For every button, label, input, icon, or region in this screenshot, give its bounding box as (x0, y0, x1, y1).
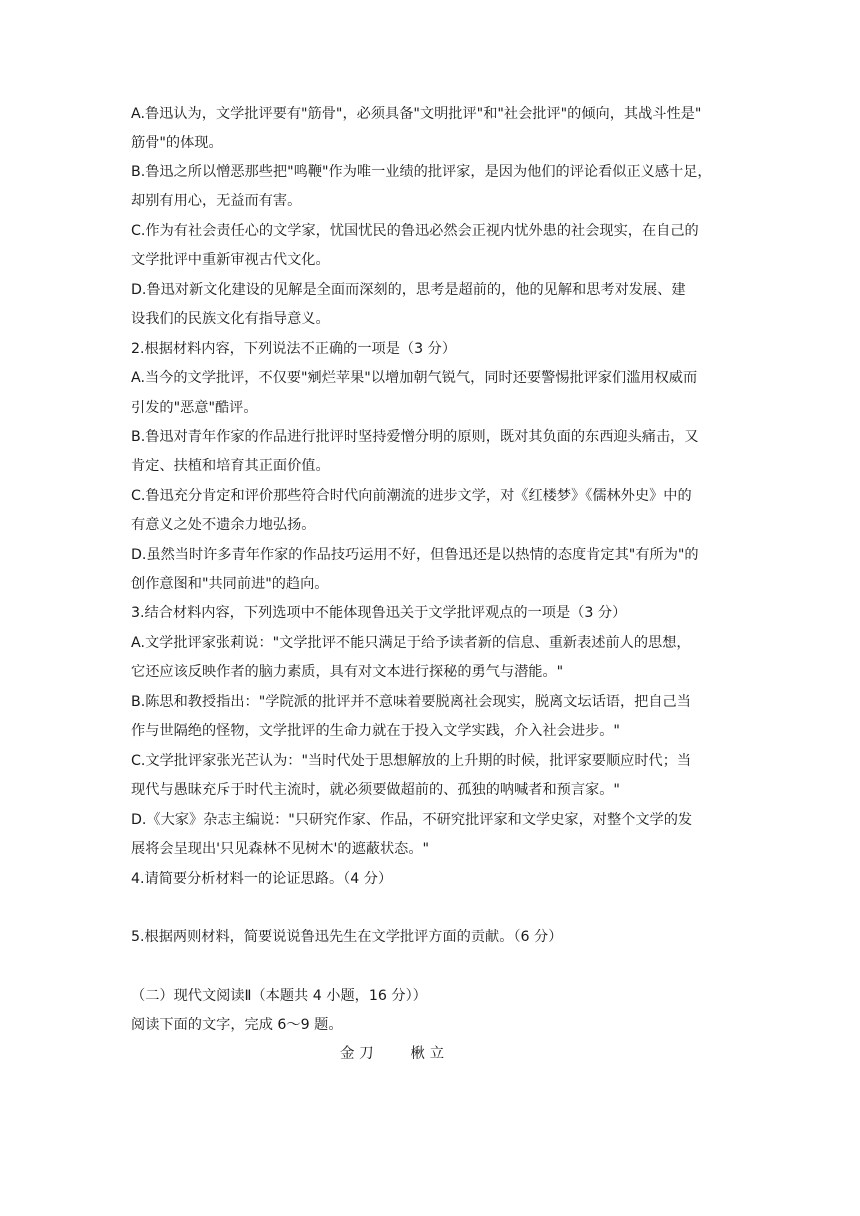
text-line: 肯定、扶植和培育其正面价值。 (131, 458, 330, 474)
question-3: 3.结合材料内容，下列选项中不能体现鲁迅关于文学批评观点的一项是（3 分） (131, 605, 627, 621)
text-line: 筋骨"的体现。 (131, 135, 223, 151)
text-line: A.文学批评家张莉说："文学批评不能只满足于给予读者新的信息、重新表述前人的思想， (131, 635, 691, 651)
text-line: D.虽然当时许多青年作家的作品技巧运用不好，但鲁迅还是以热情的态度肯定其"有所为"的 (131, 547, 699, 563)
text-line: B.鲁迅对青年作家的作品进行批评时坚持爱憎分明的原则，既对其负面的东西迎头痛击，又 (131, 429, 699, 445)
text-line: 作与世隔绝的怪物，文学批评的生命力就在于投入文学实践，介入社会进步。" (131, 723, 620, 739)
text-line: C.鲁迅充分肯定和评价那些符合时代向前潮流的进步文学，对《红楼梦》《儒林外史》中的 (131, 488, 692, 504)
text-line: D.《大家》杂志主编说："只研究作家、作品，不研究批评家和文学史家，对整个文学的发 (131, 812, 693, 828)
text-line: B.鲁迅之所以憎恶那些把"鸣鞭"作为唯一业绩的批评家，是因为他们的评论看似正义感十足， (131, 164, 712, 180)
text-line: 展将会呈现出'只见森林不见树木'的遮蔽状态。" (131, 841, 430, 857)
text-line: A.鲁迅认为，文学批评要有"筋骨"，必须具备"文明批评"和"社会批评"的倾向，其战斗性是" (131, 106, 702, 122)
section-heading: （二）现代文阅读Ⅱ（本题共 4 小题，16 分）） (131, 988, 427, 1004)
reading-instruction: 阅读下面的文字，完成 6～9 题。 (131, 1017, 343, 1033)
text-line: 现代与愚昧充斥于时代主流时，就必须要做超前的、孤独的呐喊者和预言家。" (131, 782, 620, 798)
text-line: B.陈思和教授指出："学院派的批评并不意味着要脱离社会现实，脱离文坛话语，把自己当 (131, 694, 691, 710)
text-line: 它还应该反映作者的脑力素质，具有对文本进行探秘的勇气与潜能。" (131, 664, 564, 680)
question-4: 4.请简要分析材料一的论证思路。（4 分） (131, 871, 393, 887)
text-line: 却别有用心，无益而有害。 (131, 193, 302, 209)
question-2: 2.根据材料内容，下列说法不正确的一项是（3 分） (131, 341, 457, 357)
text-line: C.作为有社会责任心的文学家，忧国忧民的鲁迅必然会正视内忧外患的社会现实，在自己的 (131, 223, 699, 239)
text-line: 引发的"恶意"酷评。 (131, 400, 258, 416)
text-line: A.当今的文学批评，不仅要"剜烂苹果"以增加朝气锐气，同时还要警惕批评家们滥用权威而 (131, 370, 698, 386)
question-5: 5.根据两则材料，简要说说鲁迅先生在文学批评方面的贡献。（6 分） (131, 929, 563, 945)
text-line: C.文学批评家张光芒认为："当时代处于思想解放的上升期的时候，批评家要顺应时代；当 (131, 753, 692, 769)
text-line: 文学批评中重新审视古代文化。 (131, 252, 330, 268)
text-line: 有意义之处不遗余力地弘扬。 (131, 517, 316, 533)
text-line: D.鲁迅对新文化建设的见解是全面而深刻的，思考是超前的，他的见解和思考对发展、建 (131, 282, 686, 298)
passage-title: 金 刀 楸 立 (340, 1046, 445, 1062)
text-line: 创作意图和"共同前进"的趋向。 (131, 576, 329, 592)
text-line: 设我们的民族文化有指导意义。 (131, 311, 330, 327)
